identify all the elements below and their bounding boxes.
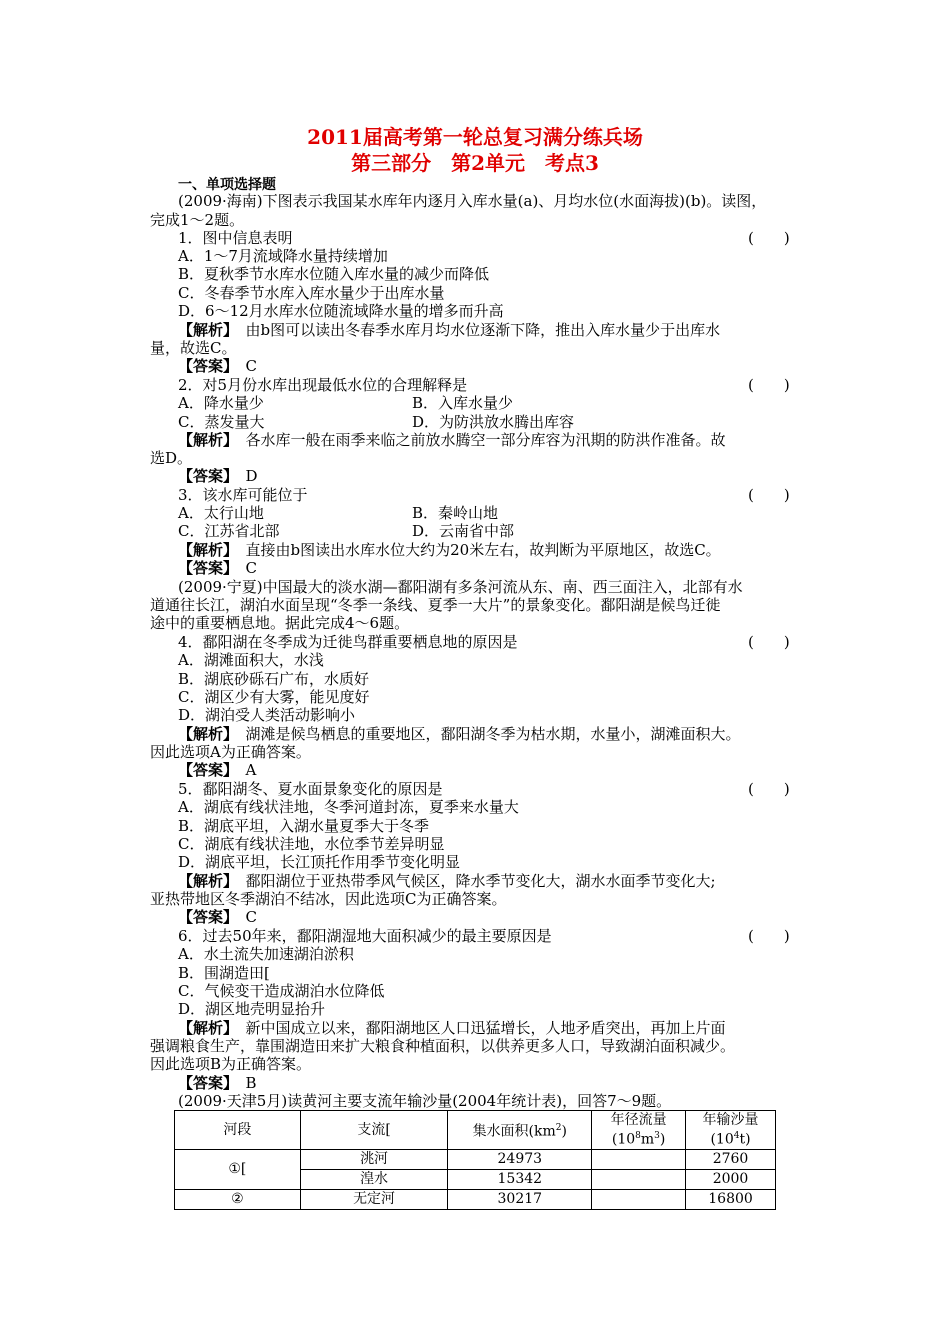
q1-option-d: D．6～12月水库水位随流域降水量的增多而升高 xyxy=(178,302,504,320)
q2-option-c: C．蒸发量大 xyxy=(178,413,265,431)
header-sediment-unit-a: (10 xyxy=(710,1131,734,1148)
passage2-line2: 道通往长江，湖泊水面呈现“冬季一条线、夏季一大片”的景象变化。鄱阳湖是候鸟迁徙 xyxy=(150,596,721,614)
cell-section: ② xyxy=(175,1190,301,1210)
q5-option-a: A．湖底有线状洼地，冬季河道封冻，夏季来水量大 xyxy=(178,798,519,816)
header-runoff-unit-sup2: 3 xyxy=(654,1131,660,1142)
q3-stem: 3．该水库可能位于 xyxy=(178,486,308,504)
q6-explanation-text2: 强调粮食生产，靠围湖造田来扩大粮食种植面积，以供养更多人口，导致湖泊面积减少。 xyxy=(150,1037,736,1055)
q5-answer-value: C xyxy=(230,908,257,926)
cell-area: 24973 xyxy=(448,1150,592,1170)
q1-answer-value: C xyxy=(230,357,257,375)
q2-explanation-text2: 选D。 xyxy=(150,449,193,467)
q3-option-a: A．太行山地 xyxy=(178,504,264,522)
q4-explanation-text2: 因此选项A为正确答案。 xyxy=(150,743,311,761)
q3-answer-blank: ( ) xyxy=(748,486,790,504)
header-area-sup: 2 xyxy=(555,1123,562,1134)
q4-option-d: D．湖泊受人类活动影响小 xyxy=(178,706,356,724)
cell-runoff xyxy=(592,1170,686,1190)
cell-tributary: 无定河 xyxy=(300,1190,448,1210)
q6-explanation xyxy=(178,1019,838,1038)
passage2-line1: (2009·宁夏)中国最大的淡水湖—鄱阳湖有多条河流从东、南、西三面注入，北部有水 xyxy=(178,578,743,596)
q6-stem: 6．过去50年来，鄱阳湖湿地大面积减少的最主要原因是 xyxy=(178,927,552,945)
passage3: (2009·天津5月)读黄河主要支流年输沙量(2004年统计表)，回答7～9题。 xyxy=(178,1092,672,1110)
q1-option-a: A．1～7月流域降水量持续增加 xyxy=(178,247,388,265)
cell-sediment: 16800 xyxy=(686,1190,776,1210)
header-area-end: ) xyxy=(561,1123,567,1140)
q2-option-b: B．入库水量少 xyxy=(412,394,514,412)
q6-explanation-text3: 因此选项B为正确答案。 xyxy=(150,1055,312,1073)
cell-tributary: 洮河 xyxy=(300,1150,448,1170)
q3-option-c: C．江苏省北部 xyxy=(178,522,280,540)
q2-answer-label: 【答案】 xyxy=(178,467,231,485)
q1-option-b: B．夏秋季节水库水位随入库水量的减少而降低 xyxy=(178,265,490,283)
q3-explanation-text1: 直接由b图读出水库水位大约为20米左右，故判断为平原地区，故选C。 xyxy=(230,541,721,559)
header-tributary: 支流[ xyxy=(300,1111,448,1150)
q2-explanation xyxy=(178,431,838,450)
q2-answer-value: D xyxy=(230,467,258,485)
q6-answer-blank: ( ) xyxy=(748,927,790,945)
q5-stem: 5．鄱阳湖冬、夏水面景象变化的原因是 xyxy=(178,780,443,798)
table-header-row xyxy=(175,1111,776,1150)
section-heading: 一、单项选择题 xyxy=(178,177,276,193)
q2-stem: 2．对5月份水库出现最低水位的合理解释是 xyxy=(178,376,468,394)
q5-option-b: B．湖底平坦，入湖水量夏季大于冬季 xyxy=(178,817,430,835)
q5-explanation-label: 【解析】 xyxy=(178,872,231,890)
header-runoff-unit-a: (10 xyxy=(611,1131,636,1148)
q6-answer-label: 【答案】 xyxy=(178,1074,231,1092)
q5-answer xyxy=(178,908,838,927)
q3-option-d: D．云南省中部 xyxy=(412,522,515,540)
q2-answer xyxy=(178,467,838,486)
header-area-text: 集水面积(km xyxy=(472,1123,556,1140)
header-sediment-unit-b: t) xyxy=(739,1131,751,1148)
header-area xyxy=(448,1111,592,1150)
q6-explanation-text1: 新中国成立以来，鄱阳湖地区人口迅猛增长，人地矛盾突出，再加上片面 xyxy=(230,1019,726,1037)
q5-explanation-text2: 亚热带地区冬季湖泊不结冰，因此选项C为正确答案。 xyxy=(150,890,507,908)
header-runoff-unit-b: m xyxy=(640,1131,655,1148)
doc-title: 2011届高考第一轮总复习满分练兵场 xyxy=(307,125,643,149)
q6-option-a: A．水土流失加速湖泊淤积 xyxy=(178,945,354,963)
header-runoff-unit-sup: 8 xyxy=(635,1131,641,1142)
tributary-sediment-table xyxy=(174,1110,776,1210)
q3-option-b: B．秦岭山地 xyxy=(412,504,499,522)
q4-answer-value: A xyxy=(230,761,257,779)
q3-answer xyxy=(178,559,838,578)
q4-answer-blank: ( ) xyxy=(748,633,790,651)
q5-option-c: C．湖底有线状洼地，水位季节差异明显 xyxy=(178,835,445,853)
header-sediment-unit-sup: 4 xyxy=(733,1131,740,1142)
q2-option-d: D．为防洪放水腾出库容 xyxy=(412,413,575,431)
passage1-line1: (2009·海南)下图表示我国某水库年内逐月入库水量(a)、月均水位(水面海拔)(b)。读图， xyxy=(178,192,767,210)
q5-explanation xyxy=(178,872,838,891)
q6-option-b: B．围湖造田[ xyxy=(178,964,270,982)
cell-sediment: 2760 xyxy=(686,1150,776,1170)
q2-option-a: A．降水量少 xyxy=(178,394,264,412)
q5-option-d: D．湖底平坦，长江顶托作用季节变化明显 xyxy=(178,853,461,871)
cell-area: 15342 xyxy=(448,1170,592,1190)
header-sediment-line1: 年输沙量 xyxy=(702,1112,759,1129)
q6-answer-value: B xyxy=(230,1074,257,1092)
q4-stem: 4．鄱阳湖在冬季成为迁徙鸟群重要栖息地的原因是 xyxy=(178,633,518,651)
header-runoff-unit-c: ) xyxy=(659,1131,666,1148)
q6-option-d: D．湖区地壳明显抬升 xyxy=(178,1000,326,1018)
q5-explanation-text1: 鄱阳湖位于亚热带季风气候区，降水季节变化大，湖水水面季节变化大; xyxy=(230,872,716,890)
header-runoff-line1: 年径流量 xyxy=(610,1112,667,1129)
q4-option-c: C．湖区少有大雾，能见度好 xyxy=(178,688,370,706)
q1-explanation xyxy=(178,321,838,340)
q6-explanation-label: 【解析】 xyxy=(178,1019,231,1037)
q1-answer-blank: ( ) xyxy=(748,229,790,247)
cell-runoff xyxy=(592,1150,686,1170)
header-runoff xyxy=(592,1111,686,1150)
q4-explanation-label: 【解析】 xyxy=(178,725,231,743)
header-sediment xyxy=(686,1111,776,1150)
q1-answer xyxy=(178,357,838,376)
passage1-line2: 完成1～2题。 xyxy=(150,211,245,229)
q4-option-a: A．湖滩面积大，水浅 xyxy=(178,651,324,669)
q2-explanation-text1: 各水库一般在雨季来临之前放水腾空一部分库容为汛期的防洪作准备。故 xyxy=(230,431,726,449)
q2-answer-blank: ( ) xyxy=(748,376,790,394)
q6-answer xyxy=(178,1074,838,1093)
q5-answer-blank: ( ) xyxy=(748,780,790,798)
q3-answer-label: 【答案】 xyxy=(178,559,231,577)
cell-section: ①[ xyxy=(175,1150,301,1190)
table-row xyxy=(175,1190,776,1210)
q1-option-c: C．冬春季节水库入库水量少于出库水量 xyxy=(178,284,445,302)
cell-runoff xyxy=(592,1190,686,1210)
q3-explanation-label: 【解析】 xyxy=(178,541,231,559)
q1-answer-label: 【答案】 xyxy=(178,357,231,375)
q2-explanation-label: 【解析】 xyxy=(178,431,231,449)
cell-area: 30217 xyxy=(448,1190,592,1210)
q3-explanation xyxy=(178,541,838,560)
table-row xyxy=(175,1150,776,1170)
q1-explanation-text1: 由b图可以读出冬春季水库月均水位逐渐下降，推出入库水量少于出库水 xyxy=(230,321,721,339)
q6-option-c: C．气候变干造成湖泊水位降低 xyxy=(178,982,385,1000)
q3-answer-value: C xyxy=(230,559,257,577)
q4-explanation-text1: 湖滩是候鸟栖息的重要地区，鄱阳湖冬季为枯水期，水量小，湖滩面积大。 xyxy=(230,725,741,743)
q4-option-b: B．湖底砂砾石广布，水质好 xyxy=(178,670,370,688)
q4-answer xyxy=(178,761,838,780)
doc-subtitle: 第三部分 第2单元 考点3 xyxy=(351,151,599,175)
q1-explanation-label: 【解析】 xyxy=(178,321,231,339)
q4-answer-label: 【答案】 xyxy=(178,761,231,779)
cell-tributary: 湟水 xyxy=(300,1170,448,1190)
header-section: 河段 xyxy=(175,1111,301,1150)
passage2-line3: 途中的重要栖息地。据此完成4～6题。 xyxy=(150,614,410,632)
cell-sediment: 2000 xyxy=(686,1170,776,1190)
q5-answer-label: 【答案】 xyxy=(178,908,231,926)
q1-explanation-text2: 量，故选C。 xyxy=(150,339,237,357)
q1-stem: 1．图中信息表明 xyxy=(178,229,293,247)
q4-explanation xyxy=(178,725,838,744)
